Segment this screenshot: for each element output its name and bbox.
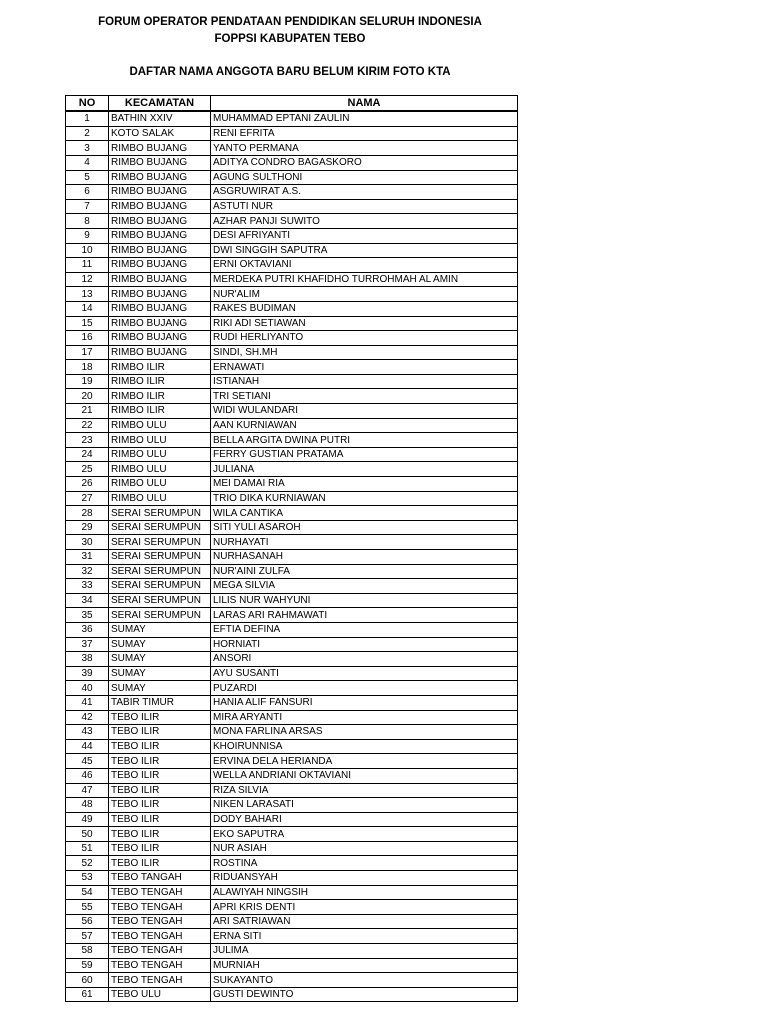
kecamatan-cell: RIMBO BUJANG: [109, 301, 211, 316]
table-row: [66, 491, 518, 506]
row-number: 1: [66, 111, 109, 126]
nama-cell: MEI DAMAI RIA: [211, 477, 518, 492]
kecamatan-cell: SUMAY: [109, 637, 211, 652]
nama-cell: ALAWIYAH NINGSIH: [211, 885, 518, 900]
kecamatan-cell: RIMBO BUJANG: [109, 155, 211, 170]
table-row: [66, 841, 518, 856]
kecamatan-cell: RIMBO ILIR: [109, 404, 211, 419]
row-number: 14: [66, 301, 109, 316]
kecamatan-cell: TEBO ILIR: [109, 841, 211, 856]
table-row: [66, 287, 518, 302]
nama-cell: HORNIATI: [211, 637, 518, 652]
table-row: [66, 345, 518, 360]
table-row: [66, 433, 518, 448]
row-number: 30: [66, 535, 109, 550]
nama-cell: RAKES BUDIMAN: [211, 301, 518, 316]
kecamatan-cell: TEBO ILIR: [109, 783, 211, 798]
nama-cell: JULIMA: [211, 944, 518, 959]
row-number: 48: [66, 798, 109, 813]
row-number: 25: [66, 462, 109, 477]
table-row: [66, 973, 518, 988]
table-row: [66, 506, 518, 521]
table-row: [66, 622, 518, 637]
row-number: 46: [66, 768, 109, 783]
row-number: 15: [66, 316, 109, 331]
row-number: 4: [66, 155, 109, 170]
table-row: [66, 272, 518, 287]
row-number: 3: [66, 141, 109, 156]
table-row: [66, 316, 518, 331]
table-row: [66, 374, 518, 389]
table-row: [66, 900, 518, 915]
row-number: 52: [66, 856, 109, 871]
table-row: [66, 827, 518, 842]
kecamatan-cell: TABIR TIMUR: [109, 695, 211, 710]
table-row: [66, 141, 518, 156]
nama-cell: MERDEKA PUTRI KHAFIDHO TURROHMAH AL AMIN: [211, 272, 518, 287]
nama-cell: NUR'AINI ZULFA: [211, 564, 518, 579]
row-number: 50: [66, 827, 109, 842]
kecamatan-cell: RIMBO ULU: [109, 491, 211, 506]
kecamatan-cell: RIMBO BUJANG: [109, 345, 211, 360]
row-number: 7: [66, 199, 109, 214]
nama-cell: ARI SATRIAWAN: [211, 914, 518, 929]
row-number: 19: [66, 374, 109, 389]
row-number: 20: [66, 389, 109, 404]
row-number: 39: [66, 666, 109, 681]
row-number: 49: [66, 812, 109, 827]
table-row: [66, 914, 518, 929]
nama-cell: ANSORI: [211, 652, 518, 667]
row-number: 60: [66, 973, 109, 988]
row-number: 5: [66, 170, 109, 185]
kecamatan-cell: TEBO TENGAH: [109, 900, 211, 915]
nama-cell: EKO SAPUTRA: [211, 827, 518, 842]
kecamatan-cell: SERAI SERUMPUN: [109, 535, 211, 550]
table-row: [66, 871, 518, 886]
row-number: 2: [66, 126, 109, 141]
nama-cell: NUR'ALIM: [211, 287, 518, 302]
table-row: [66, 768, 518, 783]
row-number: 17: [66, 345, 109, 360]
table-row: [66, 666, 518, 681]
kecamatan-cell: TEBO TENGAH: [109, 973, 211, 988]
row-number: 21: [66, 404, 109, 419]
nama-cell: RIKI ADI SETIAWAN: [211, 316, 518, 331]
nama-cell: TRIO DIKA KURNIAWAN: [211, 491, 518, 506]
nama-cell: ADITYA CONDRO BAGASKORO: [211, 155, 518, 170]
nama-cell: HANIA ALIF FANSURI: [211, 695, 518, 710]
column-header-nama: NAMA: [211, 96, 518, 112]
row-number: 8: [66, 214, 109, 229]
table-row: [66, 579, 518, 594]
table-row: [66, 695, 518, 710]
nama-cell: NURHASANAH: [211, 550, 518, 565]
table-row: [66, 987, 518, 1002]
table-row: [66, 550, 518, 565]
nama-cell: AAN KURNIAWAN: [211, 418, 518, 433]
nama-cell: JULIANA: [211, 462, 518, 477]
kecamatan-cell: TEBO ILIR: [109, 827, 211, 842]
row-number: 9: [66, 228, 109, 243]
kecamatan-cell: RIMBO BUJANG: [109, 272, 211, 287]
kecamatan-cell: TEBO TENGAH: [109, 914, 211, 929]
row-number: 47: [66, 783, 109, 798]
table-row: [66, 856, 518, 871]
row-number: 32: [66, 564, 109, 579]
nama-cell: MIRA ARYANTI: [211, 710, 518, 725]
table-row: [66, 214, 518, 229]
row-number: 6: [66, 185, 109, 200]
row-number: 33: [66, 579, 109, 594]
table-row: [66, 710, 518, 725]
nama-cell: LILIS NUR WAHYUNI: [211, 593, 518, 608]
nama-cell: SITI YULI ASAROH: [211, 520, 518, 535]
table-row: [66, 477, 518, 492]
table-row: [66, 111, 518, 126]
row-number: 56: [66, 914, 109, 929]
nama-cell: RIZA SILVIA: [211, 783, 518, 798]
kecamatan-cell: TEBO ILIR: [109, 710, 211, 725]
table-row: [66, 637, 518, 652]
nama-cell: MUHAMMAD EPTANI ZAULIN: [211, 111, 518, 126]
kecamatan-cell: RIMBO ULU: [109, 447, 211, 462]
kecamatan-cell: RIMBO BUJANG: [109, 199, 211, 214]
kecamatan-cell: TEBO ILIR: [109, 856, 211, 871]
kecamatan-cell: SERAI SERUMPUN: [109, 506, 211, 521]
row-number: 54: [66, 885, 109, 900]
nama-cell: WELLA ANDRIANI OKTAVIANI: [211, 768, 518, 783]
kecamatan-cell: BATHIN XXIV: [109, 111, 211, 126]
document-title-line-1: FORUM OPERATOR PENDATAAN PENDIDIKAN SELURUH INDONESIA: [98, 16, 482, 28]
kecamatan-cell: SERAI SERUMPUN: [109, 593, 211, 608]
table-row: [66, 331, 518, 346]
kecamatan-cell: KOTO SALAK: [109, 126, 211, 141]
row-number: 35: [66, 608, 109, 623]
row-number: 34: [66, 593, 109, 608]
table-row: [66, 360, 518, 375]
kecamatan-cell: SERAI SERUMPUN: [109, 520, 211, 535]
table-row: [66, 520, 518, 535]
table-row: [66, 404, 518, 419]
table-row: [66, 783, 518, 798]
kecamatan-cell: RIMBO BUJANG: [109, 185, 211, 200]
row-number: 11: [66, 258, 109, 273]
kecamatan-cell: TEBO TENGAH: [109, 929, 211, 944]
kecamatan-cell: TEBO TENGAH: [109, 958, 211, 973]
kecamatan-cell: SERAI SERUMPUN: [109, 608, 211, 623]
kecamatan-cell: RIMBO BUJANG: [109, 287, 211, 302]
nama-cell: RENI EFRITA: [211, 126, 518, 141]
row-number: 31: [66, 550, 109, 565]
nama-cell: KHOIRUNNISA: [211, 739, 518, 754]
kecamatan-cell: TEBO TENGAH: [109, 944, 211, 959]
row-number: 51: [66, 841, 109, 856]
member-table: [65, 95, 518, 1002]
kecamatan-cell: RIMBO BUJANG: [109, 228, 211, 243]
kecamatan-cell: SERAI SERUMPUN: [109, 550, 211, 565]
row-number: 26: [66, 477, 109, 492]
row-number: 29: [66, 520, 109, 535]
table-row: [66, 725, 518, 740]
nama-cell: ASTUTI NUR: [211, 199, 518, 214]
row-number: 36: [66, 622, 109, 637]
column-header-kecamatan: KECAMATAN: [109, 96, 211, 112]
table-row: [66, 812, 518, 827]
table-row: [66, 301, 518, 316]
table-row: [66, 126, 518, 141]
nama-cell: TRI SETIANI: [211, 389, 518, 404]
row-number: 53: [66, 871, 109, 886]
table-row: [66, 535, 518, 550]
nama-cell: DESI AFRIYANTI: [211, 228, 518, 243]
kecamatan-cell: TEBO ILIR: [109, 812, 211, 827]
nama-cell: FERRY GUSTIAN PRATAMA: [211, 447, 518, 462]
table-row: [66, 739, 518, 754]
nama-cell: ERNI OKTAVIANI: [211, 258, 518, 273]
nama-cell: EFTIA DEFINA: [211, 622, 518, 637]
row-number: 59: [66, 958, 109, 973]
kecamatan-cell: TEBO TANGAH: [109, 871, 211, 886]
row-number: 23: [66, 433, 109, 448]
row-number: 10: [66, 243, 109, 258]
row-number: 22: [66, 418, 109, 433]
kecamatan-cell: RIMBO BUJANG: [109, 141, 211, 156]
kecamatan-cell: RIMBO BUJANG: [109, 258, 211, 273]
table-row: [66, 652, 518, 667]
nama-cell: SINDI, SH.MH: [211, 345, 518, 360]
table-row: [66, 798, 518, 813]
kecamatan-cell: RIMBO ILIR: [109, 374, 211, 389]
table-row: [66, 958, 518, 973]
row-number: 55: [66, 900, 109, 915]
nama-cell: GUSTI DEWINTO: [211, 987, 518, 1002]
table-row: [66, 418, 518, 433]
table-row: [66, 885, 518, 900]
table-row: [66, 170, 518, 185]
table-row: [66, 389, 518, 404]
nama-cell: ERNAWATI: [211, 360, 518, 375]
table-row: [66, 258, 518, 273]
table-row: [66, 185, 518, 200]
row-number: 37: [66, 637, 109, 652]
row-number: 58: [66, 944, 109, 959]
nama-cell: NIKEN LARASATI: [211, 798, 518, 813]
table-row: [66, 199, 518, 214]
kecamatan-cell: TEBO ILIR: [109, 739, 211, 754]
kecamatan-cell: RIMBO ILIR: [109, 389, 211, 404]
table-row: [66, 155, 518, 170]
document-subtitle: DAFTAR NAMA ANGGOTA BARU BELUM KIRIM FOTO KTA: [129, 66, 451, 78]
row-number: 27: [66, 491, 109, 506]
row-number: 43: [66, 725, 109, 740]
table-row: [66, 447, 518, 462]
nama-cell: AYU SUSANTI: [211, 666, 518, 681]
nama-cell: RUDI HERLIYANTO: [211, 331, 518, 346]
table-row: [66, 929, 518, 944]
nama-cell: AZHAR PANJI SUWITO: [211, 214, 518, 229]
kecamatan-cell: SUMAY: [109, 622, 211, 637]
kecamatan-cell: RIMBO ULU: [109, 418, 211, 433]
table-row: [66, 564, 518, 579]
row-number: 40: [66, 681, 109, 696]
kecamatan-cell: RIMBO BUJANG: [109, 170, 211, 185]
column-header-no: NO: [66, 96, 109, 112]
document-title-line-2: FOPPSI KABUPATEN TEBO: [214, 33, 366, 45]
kecamatan-cell: TEBO ILIR: [109, 754, 211, 769]
kecamatan-cell: RIMBO BUJANG: [109, 214, 211, 229]
nama-cell: MEGA SILVIA: [211, 579, 518, 594]
nama-cell: LARAS ARI RAHMAWATI: [211, 608, 518, 623]
nama-cell: MURNIAH: [211, 958, 518, 973]
table-row: [66, 593, 518, 608]
kecamatan-cell: RIMBO ULU: [109, 462, 211, 477]
table-row: [66, 228, 518, 243]
row-number: 61: [66, 987, 109, 1002]
nama-cell: ASGRUWIRAT A.S.: [211, 185, 518, 200]
row-number: 41: [66, 695, 109, 710]
nama-cell: NUR ASIAH: [211, 841, 518, 856]
kecamatan-cell: RIMBO BUJANG: [109, 316, 211, 331]
nama-cell: DODY BAHARI: [211, 812, 518, 827]
table-row: [66, 243, 518, 258]
nama-cell: ISTIANAH: [211, 374, 518, 389]
table-header-row: [66, 96, 518, 112]
table-row: [66, 608, 518, 623]
kecamatan-cell: SERAI SERUMPUN: [109, 564, 211, 579]
nama-cell: SUKAYANTO: [211, 973, 518, 988]
kecamatan-cell: RIMBO BUJANG: [109, 331, 211, 346]
kecamatan-cell: RIMBO ULU: [109, 433, 211, 448]
nama-cell: BELLA ARGITA DWINA PUTRI: [211, 433, 518, 448]
nama-cell: WIDI WULANDARI: [211, 404, 518, 419]
nama-cell: MONA FARLINA ARSAS: [211, 725, 518, 740]
kecamatan-cell: RIMBO ILIR: [109, 360, 211, 375]
nama-cell: YANTO PERMANA: [211, 141, 518, 156]
nama-cell: DWI SINGGIH SAPUTRA: [211, 243, 518, 258]
nama-cell: ERNA SITI: [211, 929, 518, 944]
row-number: 45: [66, 754, 109, 769]
kecamatan-cell: SERAI SERUMPUN: [109, 579, 211, 594]
nama-cell: APRI KRIS DENTI: [211, 900, 518, 915]
row-number: 18: [66, 360, 109, 375]
kecamatan-cell: SUMAY: [109, 681, 211, 696]
kecamatan-cell: TEBO ULU: [109, 987, 211, 1002]
row-number: 13: [66, 287, 109, 302]
nama-cell: PUZARDI: [211, 681, 518, 696]
nama-cell: ROSTINA: [211, 856, 518, 871]
table-row: [66, 944, 518, 959]
row-number: 28: [66, 506, 109, 521]
row-number: 44: [66, 739, 109, 754]
kecamatan-cell: TEBO ILIR: [109, 725, 211, 740]
row-number: 24: [66, 447, 109, 462]
row-number: 57: [66, 929, 109, 944]
nama-cell: ERVINA DELA HERIANDA: [211, 754, 518, 769]
row-number: 16: [66, 331, 109, 346]
nama-cell: RIDUANSYAH: [211, 871, 518, 886]
kecamatan-cell: RIMBO BUJANG: [109, 243, 211, 258]
table-row: [66, 681, 518, 696]
kecamatan-cell: SUMAY: [109, 652, 211, 667]
table-row: [66, 754, 518, 769]
row-number: 12: [66, 272, 109, 287]
kecamatan-cell: SUMAY: [109, 666, 211, 681]
kecamatan-cell: TEBO TENGAH: [109, 885, 211, 900]
table-body: [66, 111, 518, 1002]
table-row: [66, 462, 518, 477]
kecamatan-cell: TEBO ILIR: [109, 768, 211, 783]
kecamatan-cell: RIMBO ULU: [109, 477, 211, 492]
nama-cell: AGUNG SULTHONI: [211, 170, 518, 185]
nama-cell: NURHAYATI: [211, 535, 518, 550]
row-number: 38: [66, 652, 109, 667]
row-number: 42: [66, 710, 109, 725]
nama-cell: WILA CANTIKA: [211, 506, 518, 521]
kecamatan-cell: TEBO ILIR: [109, 798, 211, 813]
